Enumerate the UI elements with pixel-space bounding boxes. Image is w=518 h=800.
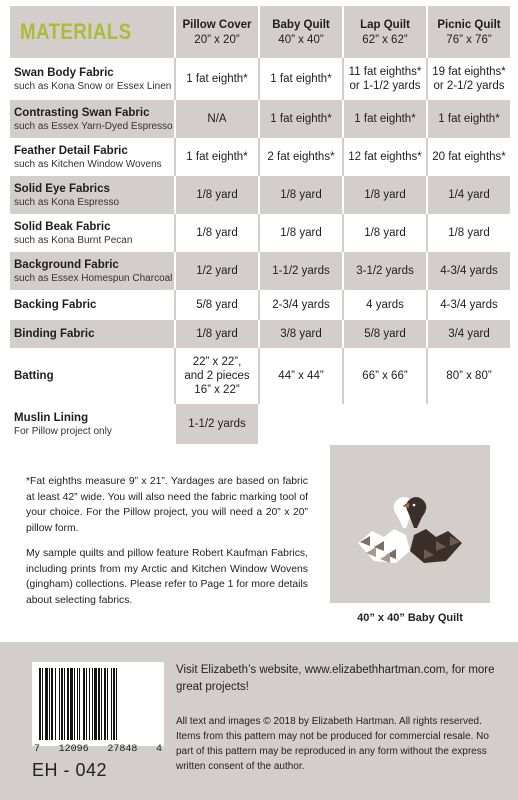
row-sublabel: such as Essex Homespun Charcoal [14, 272, 173, 284]
table-cell: 1 fat eighth* [258, 58, 342, 100]
row-label-cell [10, 214, 174, 252]
dark-swan-eye [413, 504, 416, 507]
row-label: Solid Beak Fabric [14, 220, 111, 233]
row-sublabel: such as Kitchen Window Wovens [14, 158, 162, 170]
column-name: Pillow Cover [182, 18, 252, 31]
materials-title: MATERIALS [20, 19, 132, 44]
column-size: 40” x 40” [278, 33, 324, 46]
table-cell: 1 fat eighth* [342, 100, 426, 138]
table-cell: 2 fat eighths* [258, 138, 342, 176]
table-cell: 1-1/2 yards [174, 404, 258, 444]
table-row [10, 176, 510, 214]
empty-cell [258, 404, 342, 444]
table-cell: 1 fat eighth* [426, 100, 510, 138]
table-row [10, 404, 510, 444]
row-label-cell [10, 138, 174, 176]
column-header [426, 6, 510, 58]
row-sublabel: such as Kona Espresso [14, 196, 120, 208]
table-cell: 1/8 yard [174, 214, 258, 252]
pattern-code: EH - 042 [32, 760, 108, 780]
column-header [342, 6, 426, 58]
table-cell: 20 fat eighths* [426, 138, 510, 176]
quilt-preview [330, 445, 490, 603]
table-cell: 12 fat eighths* [342, 138, 426, 176]
column-size: 76” x 76” [446, 33, 492, 46]
table-cell: 1/8 yard [426, 214, 510, 252]
table-cell: 5/8 yard [342, 320, 426, 348]
barcode-digit-group: 12096 [58, 744, 89, 755]
legal-text: All text and images © 2018 by Elizabeth Hartman. All rights reserved. Items from this pattern may not be produced for commercial resale. No part of this pattern may be reproduced in any form without the express written consent of the author. [176, 716, 489, 772]
barcode [32, 662, 164, 746]
empty-cell [426, 404, 510, 444]
row-label-cell [10, 252, 174, 290]
table-cell: 11 fat eighths* or 1-1/2 yards [342, 58, 426, 100]
table-row [10, 58, 510, 100]
table-row [10, 214, 510, 252]
column-name: Lap Quilt [360, 18, 410, 31]
table-cell: 1/8 yard [342, 176, 426, 214]
table-cell: 2-3/4 yards [258, 290, 342, 320]
table-row [10, 100, 510, 138]
table-header-row [10, 6, 510, 58]
row-label: Feather Detail Fabric [14, 144, 128, 157]
notes-paragraph: *Fat eighths measure 9” x 21”. Yardages are based on fabric at least 42” wide. You will also need the fabric marking tool of your choice. For the Pillow project, you will need a 20” x 20” pillow form. [26, 476, 308, 534]
table-cell: 22” x 22”, and 2 pieces 16” x 22” [174, 348, 258, 404]
table-row [10, 290, 510, 320]
barcode-digit-group: 7 [34, 744, 41, 755]
row-label: Backing Fabric [14, 299, 97, 311]
column-size: 20” x 20” [194, 33, 240, 46]
row-label-cell [10, 176, 174, 214]
website-text: Visit Elizabeth’s website, www.elizabethhartman.com, for more great projects! [176, 664, 495, 693]
swan-illustration [330, 445, 490, 603]
row-label: Solid Eye Fabrics [14, 182, 110, 195]
row-sublabel: such as Kona Snow or Essex Linen [14, 80, 172, 92]
table-cell: 1 fat eighth* [174, 58, 258, 100]
table-cell: 4-3/4 yards [426, 252, 510, 290]
table-cell: 1/8 yard [174, 320, 258, 348]
table-row [10, 348, 510, 404]
empty-cell [342, 404, 426, 444]
table-cell: 5/8 yard [174, 290, 258, 320]
table-cell: 3/8 yard [258, 320, 342, 348]
table-cell: 19 fat eighths* or 2-1/2 yards [426, 58, 510, 100]
table-row [10, 320, 510, 348]
table-cell: 1/8 yard [174, 176, 258, 214]
materials-table [10, 6, 510, 444]
barcode-digit-group: 4 [155, 744, 162, 755]
notes-paragraph: My sample quilts and pillow feature Robert Kaufman Fabrics, including prints from my Arctic and Kitchen Window Wovens (gingham) collections. Please refer to Page 1 for more details about selecting fabrics. [26, 548, 308, 606]
quilt-caption: 40” x 40” Baby Quilt [357, 612, 463, 624]
table-cell: 3/4 yard [426, 320, 510, 348]
barcode-bars [38, 668, 158, 740]
row-label: Batting [14, 370, 54, 382]
table-cell: 1-1/2 yards [258, 252, 342, 290]
row-label-cell [10, 348, 174, 404]
row-label-cell [10, 290, 174, 320]
row-label: Background Fabric [14, 258, 119, 271]
table-cell: 1/8 yard [258, 176, 342, 214]
dark-swan [402, 497, 462, 563]
column-header [258, 6, 342, 58]
row-label: Muslin Lining [14, 411, 89, 424]
table-cell: N/A [174, 100, 258, 138]
table-cell: 1 fat eighth* [174, 138, 258, 176]
table-cell: 3-1/2 yards [342, 252, 426, 290]
table-cell: 44” x 44” [258, 348, 342, 404]
table-cell: 1/8 yard [342, 214, 426, 252]
table-row [10, 138, 510, 176]
table-cell: 80” x 80” [426, 348, 510, 404]
column-name: Picnic Quilt [437, 18, 501, 31]
row-label: Binding Fabric [14, 328, 95, 340]
row-label: Swan Body Fabric [14, 66, 114, 79]
notes [26, 474, 308, 618]
table-cell: 1/2 yard [174, 252, 258, 290]
table-cell: 66” x 66” [342, 348, 426, 404]
materials-title-cell [10, 6, 174, 58]
barcode-digits [32, 744, 164, 755]
column-name: Baby Quilt [272, 18, 330, 31]
row-label: Contrasting Swan Fabric [14, 106, 150, 119]
row-label-cell [10, 100, 174, 138]
table-cell: 4 yards [342, 290, 426, 320]
dark-swan-neck [406, 497, 426, 528]
table-cell: 1 fat eighth* [258, 100, 342, 138]
row-label-cell [10, 320, 174, 348]
table-cell: 1/8 yard [258, 214, 342, 252]
row-label-cell [10, 58, 174, 100]
row-sublabel: such as Kona Burnt Pecan [14, 234, 133, 246]
row-label-cell [10, 404, 174, 444]
table-cell: 4-3/4 yards [426, 290, 510, 320]
table-cell: 1/4 yard [426, 176, 510, 214]
column-header [174, 6, 258, 58]
column-size: 62” x 62” [362, 33, 408, 46]
row-sublabel: such as Essex Yarn-Dyed Espresso [14, 120, 173, 132]
barcode-digit-group: 27848 [107, 744, 138, 755]
row-sublabel: For Pillow project only [14, 425, 112, 437]
table-row [10, 252, 510, 290]
